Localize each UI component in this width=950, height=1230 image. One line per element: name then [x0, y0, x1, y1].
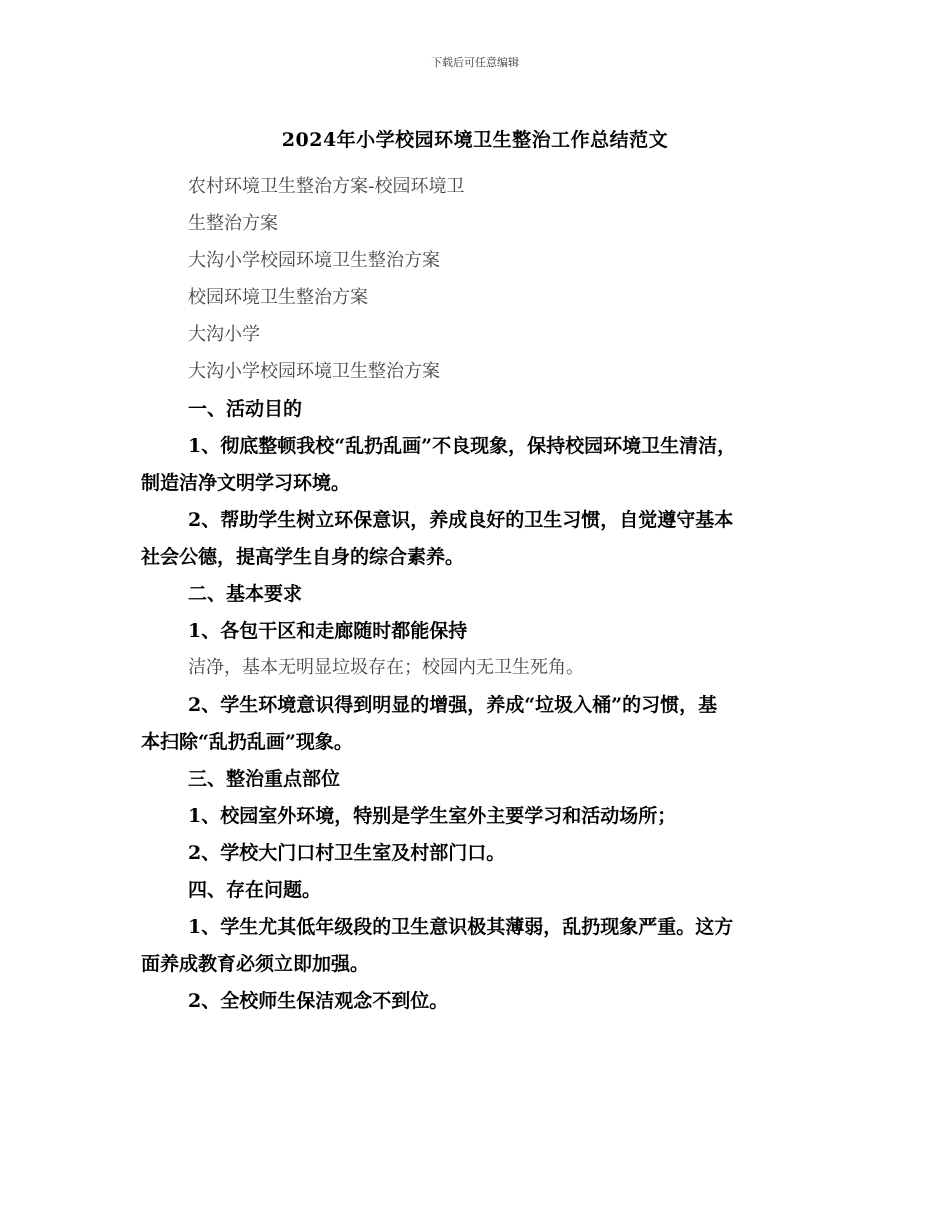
paragraph-line: 1、各包干区和走廊随时都能保持 [188, 620, 468, 642]
section-heading-2: 二、基本要求 [188, 583, 303, 605]
section-heading-4: 四、存在问题。 [188, 879, 322, 901]
section-heading-1: 一、活动目的 [188, 398, 303, 420]
paragraph-line: 2、全校师生保洁观念不到位。 [188, 990, 449, 1012]
text-line-5: 大沟小学 [188, 324, 260, 345]
paragraph-line: 2、学生环境意识得到明显的增强，养成“垃圾入桶”的习惯，基 [188, 694, 718, 716]
paragraph-line: 本扫除“乱扔乱画”现象。 [141, 731, 353, 753]
paragraph-line: 1、校园室外环境，特别是学生室外主要学习和活动场所； [188, 805, 677, 827]
document-title: 2024年小学校园环境卫生整治工作总结范文 [281, 129, 669, 151]
section-heading-3: 三、整治重点部位 [188, 768, 341, 790]
text-line-4: 校园环境卫生整治方案 [188, 287, 368, 308]
text-line-1: 农村环境卫生整治方案-校园环境卫 [188, 176, 465, 197]
paragraph-line: 2、帮助学生树立环保意识，养成良好的卫生习惯，自觉遵守基本 [188, 509, 734, 531]
paragraph-line: 洁净，基本无明显垃圾存在；校园内无卫生死角。 [188, 657, 584, 678]
text-line-3: 大沟小学校园环境卫生整治方案 [188, 250, 440, 271]
paragraph-line: 1、彻底整顿我校“乱扔乱画”不良现象，保持校园环境卫生清洁， [188, 435, 737, 457]
paragraph-line: 社会公德，提高学生自身的综合素养。 [141, 546, 465, 568]
text-line-2: 生整治方案 [188, 213, 278, 234]
paragraph-line: 2、学校大门口村卫生室及村部门口。 [188, 842, 506, 864]
paragraph-line: 面养成教育必须立即加强。 [141, 953, 370, 975]
header-note: 下载后可任意编辑 [431, 56, 519, 69]
text-line-6: 大沟小学校园环境卫生整治方案 [188, 361, 440, 382]
paragraph-line: 制造洁净文明学习环境。 [141, 472, 351, 494]
paragraph-line: 1、学生尤其低年级段的卫生意识极其薄弱，乱扔现象严重。这方 [188, 916, 734, 938]
